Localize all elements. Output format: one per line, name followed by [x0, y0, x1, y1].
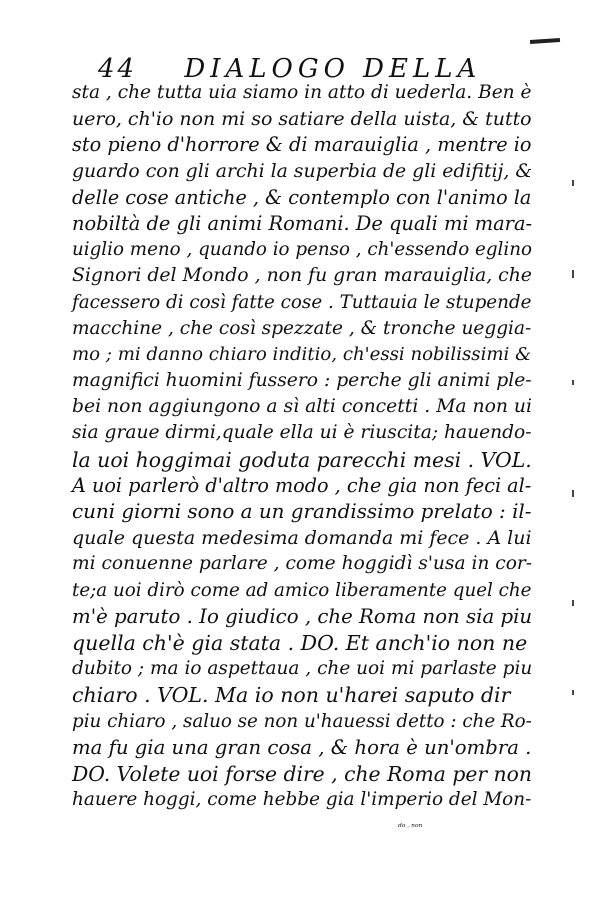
text-line: uero, ch'io non mi so satiare della uista, & tutto: [72, 108, 532, 131]
text-line: facessero di così fatte cose . Tuttauia le stupende: [72, 291, 532, 313]
text-line: m'è paruto . Io giudico , che Roma non sia piu: [72, 604, 533, 628]
text-line: mo ; mi danno chiaro inditio, ch'essi nobilissimi &: [72, 343, 532, 365]
text-line: nobiltà de gli animi Romani. De quali mi mara-: [72, 211, 533, 235]
text-line: macchine , che così spezzate , & tronche ueggia-: [72, 317, 532, 339]
text-line: sta , che tutta uia siamo in atto di uederla. Ben è: [72, 82, 532, 103]
text-line: quale questa medesima domanda mi fece . A lui: [72, 527, 532, 550]
text-line: ma fu gia una gran cosa , & hora è un'ombra .: [72, 735, 532, 759]
text-line: quella ch'è gia stata . DO. Et anch'io non ne: [72, 630, 528, 655]
text-line: magnifici huomini fussero : perche gli animi ple-: [72, 370, 532, 392]
text-line: uiglio meno , quando io penso , ch'essendo eglino: [72, 239, 532, 261]
text-line: hauere hoggi, come hebbe gia l'imperio del Mon-: [72, 789, 532, 811]
text-line: chiaro . VOL. Ma io non u'harei saputo dir: [72, 683, 511, 708]
text-line: mi conuenne parlare , come hoggidì s'usa in cor-: [72, 553, 533, 575]
page-edge-specks: [572, 180, 582, 700]
text-line: piu chiaro , saluo se non u'hauessi detto : che Ro-: [72, 710, 532, 732]
text-line: DO. Volete uoi forse dire , che Roma per non: [72, 761, 532, 786]
body-text: [72, 80, 532, 839]
text-line: cuni giorni sono a un grandissimo prelato : il-: [72, 500, 532, 523]
text-line: bei non aggiungono a sì alti concetti . Ma non ui: [72, 396, 533, 418]
catchword-line: do , non: [398, 822, 423, 830]
text-line: dubito ; ma io aspettaua , che uoi mi parlaste piu: [72, 658, 533, 680]
page-edge-mark: [530, 38, 560, 44]
text-line: sia graue dirmi,quale ella ui è riuscita; hauendo-: [72, 422, 532, 444]
text-line: guardo con gli archi la superbia de gli edifitij, &: [72, 160, 533, 182]
text-line: Signori del Mondo , non fu gran marauiglia, che: [72, 265, 532, 287]
running-title: DIALOGO DELLA: [184, 54, 482, 84]
text-line: delle cose antiche , & contemplo con l'animo la: [72, 185, 532, 209]
text-line: la uoi hoggimai goduta parecchi mesi . VOL.: [72, 447, 532, 472]
page-number: 44: [98, 54, 138, 84]
text-line: A uoi parlerò d'altro modo , che gia non feci al-: [72, 473, 532, 497]
text-line: te;a uoi dirò come ad amico liberamente quel che: [72, 579, 532, 601]
text-line: sto pieno d'horrore & di marauiglia , mentre io: [72, 133, 532, 157]
